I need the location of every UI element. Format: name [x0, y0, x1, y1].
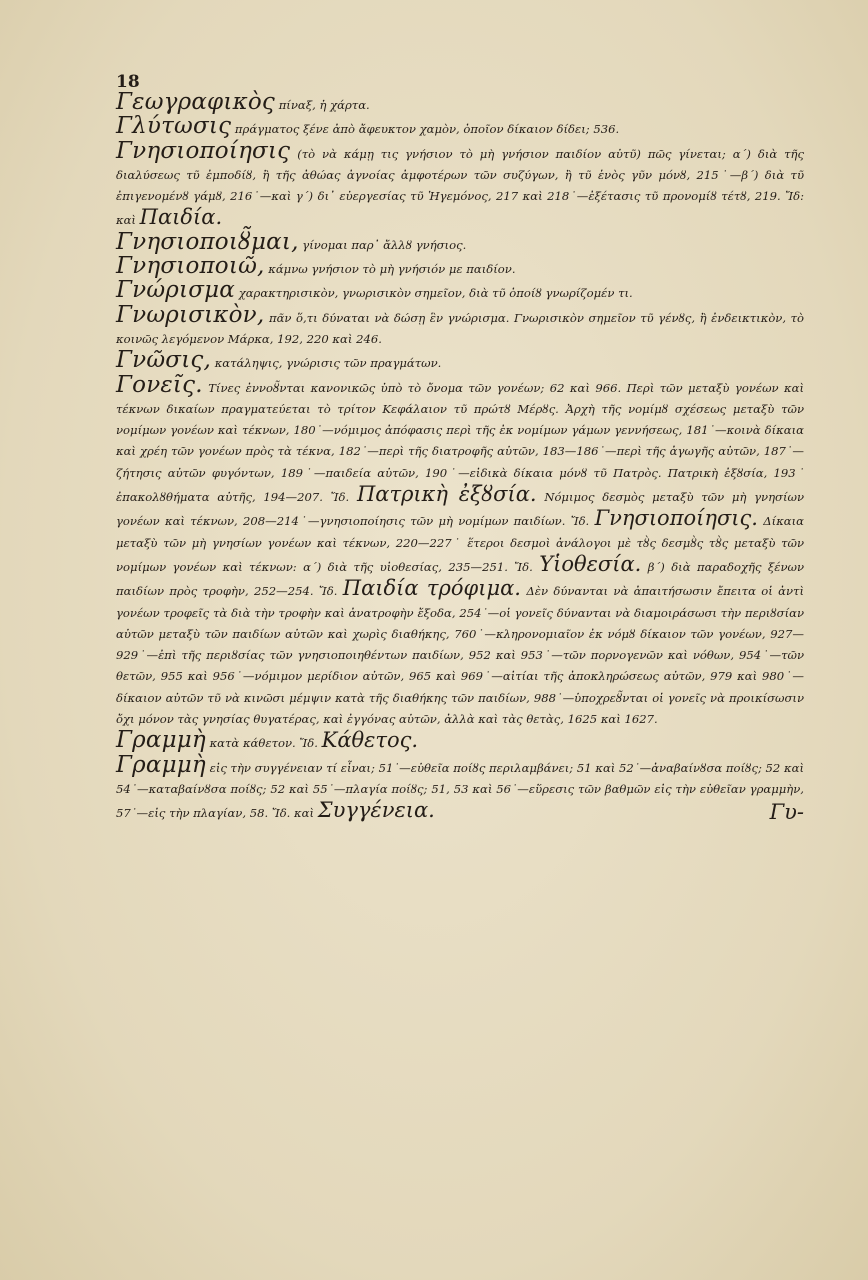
index-entries [116, 89, 805, 825]
entry-gnosis [116, 347, 804, 374]
cross-reference: Πατρικὴ ἐξȣσία. [356, 482, 537, 507]
headword: Γλύτωσις [116, 113, 232, 140]
entry-text: Νόμιμος δεσμὸς μεταξὺ τῶν μὴ γνησίων γονέων καὶ τέκνων, 208—214˙—γνησιοποίησις τῶν μὴ νομίμων παιδίων. Ἴδ. [116, 490, 805, 529]
headword: Γραμμὴ [116, 727, 206, 754]
entry-text: Δίκαια μεταξὺ τῶν μὴ γνησίων γονέων καὶ τέκνων, 220—227˙ ἕτεροι δεσμοὶ ἀνάλογοι μὲ τȣ̀ς δεσμȣ̀ς τȣ̀ς μεταξὺ τῶν νομίμων γονέων καὶ τέκνων: α΄) διὰ τῆς υἱοθεσίας, 235—251. Ἴδ. [116, 514, 805, 574]
headword: Γνώρισμα [116, 277, 236, 304]
catchword: Γυ- [769, 800, 804, 824]
entry-text: Τίνες ἐννοȣ̃νται κανονικῶς ὑπὸ τὸ ὄνομα τῶν γονέων; 62 καὶ 966. Περὶ τῶν μεταξὺ γονέων καὶ τέκνων δικαίων πραγματεύεται τὸ τρίτον Κεφάλαιον τῦ πρώτȣ Μέρȣς. Ἀρχὴ τῆς νομίμȣ σχέσεως μεταξὺ τῶν νομίμων γονέων καὶ τέκνων, 180˙—νόμιμος ἀπόφασις περὶ τῆς ἐκ νομίμων γάμων γεννήσεως, 181˙—κοινὰ δίκαια καὶ χρέη τῶν γονέων πρὸς τὰ τέκνα, 182˙—περὶ τῆς διατροφῆς αὐτῶν, 183—186˙—περὶ τῆς ἀγωγῆς αὐτῶν, 187˙—ζήτησις αὐτῶν φυγόντων, 189˙—παιδεία αὐτῶν, 190˙—εἰδικὰ δίκαια μόνȣ τῦ Πατρὸς. Πατρικὴ ἐξȣσία, 193˙ ἐπακολȣθήματα αὐτῆς, 194—207. Ἴδ. [116, 380, 805, 505]
headword: Γραμμὴ [116, 751, 206, 778]
entry-text: γίνομαι παρ᾽ ἄλλȣ γνήσιος. [302, 237, 467, 252]
entry-text: (τὸ νὰ κάμῃ τις γνήσιον τὸ μὴ γνήσιον παιδίον αὐτῦ) πῶς γίνεται; α΄) διὰ τῆς διαλύσεως τῦ ἐμποδίȣ, ἢ τῆς ἀθώας ἀγνοίας ἀμφοτέρων τῶν συζύγων, ἢ τῦ ἑνὸς γῦν μόνȣ, 215˙—β΄) διὰ τῦ ἐπιγενομένȣ γάμȣ, 216˙—καὶ γ΄) δι᾽ εὐεργεσίας τῦ Ἡγεμόνος, 217 καὶ 218˙—ἐξέτασις τῦ προνομίȣ τέτȣ, 219. Ἴδ: καὶ [116, 146, 805, 228]
entry-text: πίναξ, ἡ χάρτα. [278, 98, 370, 112]
cross-reference: Υἱοθεσία. [539, 551, 642, 576]
cross-reference: Παιδία τρόφιμα. [342, 576, 521, 601]
entry-grammi-syggeneia [116, 751, 804, 825]
headword: Γεωγραφικὸς [116, 89, 275, 115]
entry-text: χαρακτηρισικὸν, γνωρισικὸν σημεῖον, διὰ τῦ ὁποίȣ γνωρίζομέν τι. [238, 286, 633, 301]
cross-reference: Συγγένεια. [317, 798, 435, 823]
entry-text: κατὰ κάθετον. Ἴδ. [209, 736, 318, 751]
headword: Γνωρισικὸν, [116, 301, 265, 328]
entry-grammi-kathetos [116, 727, 804, 754]
entry-text: κατάληψις, γνώρισις τῶν πραγμάτων. [214, 356, 442, 371]
entry-gnoristikon [116, 301, 805, 351]
entry-text: β΄) διὰ παραδοχῆς ξένων παιδίων πρὸς τροφὴν, 252—254. Ἴδ. [116, 559, 805, 599]
headword: Γνησιοποιȣ̃μαι, [116, 228, 299, 255]
entry-text: Δὲν δύνανται νὰ ἀπαιτήσωσιν ἔπειτα οἱ ἀντὶ γονέων τροφεῖς τὰ διὰ τὴν τροφὴν καὶ ἀνατροφὴν ἔξοδα, 254˙—οἱ γονεῖς δύνανται νὰ διαμοιράσωσι τὴν περιȣσίαν αὐτῶν μεταξὺ τῶν παιδίων αὐτῶν καὶ χωρὶς διαθήκης, 760˙—κληρονομιαῖον ἐκ νόμȣ δίκαιον τῶν γονέων, 927—929˙—ἐπὶ τῆς περιȣσίας τῶν γνησιοποιηθέντων παιδίων, 952 καὶ 953˙—τῶν πορνογενῶν καὶ νόθων, 954˙—τῶν θετῶν, 955 καὶ 956˙—νόμιμον μερίδιον αὐτῶν, 965 καὶ 969˙—αἰτίαι τῆς ἀποκληρώσεως αὐτῶν, 979 καὶ 980˙—δίκαιον αὐτῶν τῦ νὰ κινῶσι μέμψιν κατὰ τῆς διαθήκης τῶν παιδίων, 988˙—ὑποχρεȣ̃νται οἱ γονεῖς νὰ προικίσωσιν ὄχι μόνον τὰς γνησίας θυγατέρας, καὶ ἐγγόνας αὐτῶν, ἀλλὰ καὶ τὰς θετὰς, 1625 καὶ 1627. [116, 584, 805, 727]
cross-reference: Γνησιοποίησις. [594, 506, 758, 531]
entry-text: πράγματος ξένε ἀπὸ ἄφευκτον χαμὸν, ὁποῖον δίκαιον δίδει; 536. [234, 122, 620, 137]
entry-text: κάμνω γνήσιον τὸ μὴ γνήσιόν με παιδίον. [268, 262, 516, 277]
headword: Γνῶσις, [116, 347, 212, 374]
cross-reference: Παιδία. [139, 205, 223, 230]
entry-text: πᾶν ὅ,τι δύναται νὰ δώσῃ ἓν γνώρισμα. Γνωρισικὸν σημεῖον τῦ γένȣς, ἢ ἐνδεικτικὸν, τὸ κοινῶς λεγόμενον Μάρκα, 192, 220 καὶ 246. [116, 310, 805, 346]
entry-text: εἰς τὴν συγγένειαν τί εἶναι; 51˙—εὐθεῖα ποίȣς περιλαμβάνει; 51 καὶ 52˙—ἀναβαίνȣσα ποίȣς; 52 καὶ 54˙—καταβαίνȣσα ποίȣς; 52 καὶ 55˙—πλαγία ποίȣς; 51, 53 καὶ 56˙—εὕρεσις τῶν βαθμῶν εἰς τὴν εὐθεῖαν γραμμὴν, 57˙—εἰς τὴν πλαγίαν, 58. Ἴδ. καὶ [116, 760, 804, 821]
entry-goneis [116, 371, 805, 731]
headword: Γνησιοποίησις [116, 137, 291, 164]
headword: Γνησιοποιῶ, [116, 253, 265, 280]
entry-gnesiopoiesis [116, 137, 805, 232]
cross-reference: Κάθετος. [321, 728, 419, 753]
headword: Γονεῖς. [116, 371, 203, 398]
page-number: 18 [116, 72, 140, 92]
